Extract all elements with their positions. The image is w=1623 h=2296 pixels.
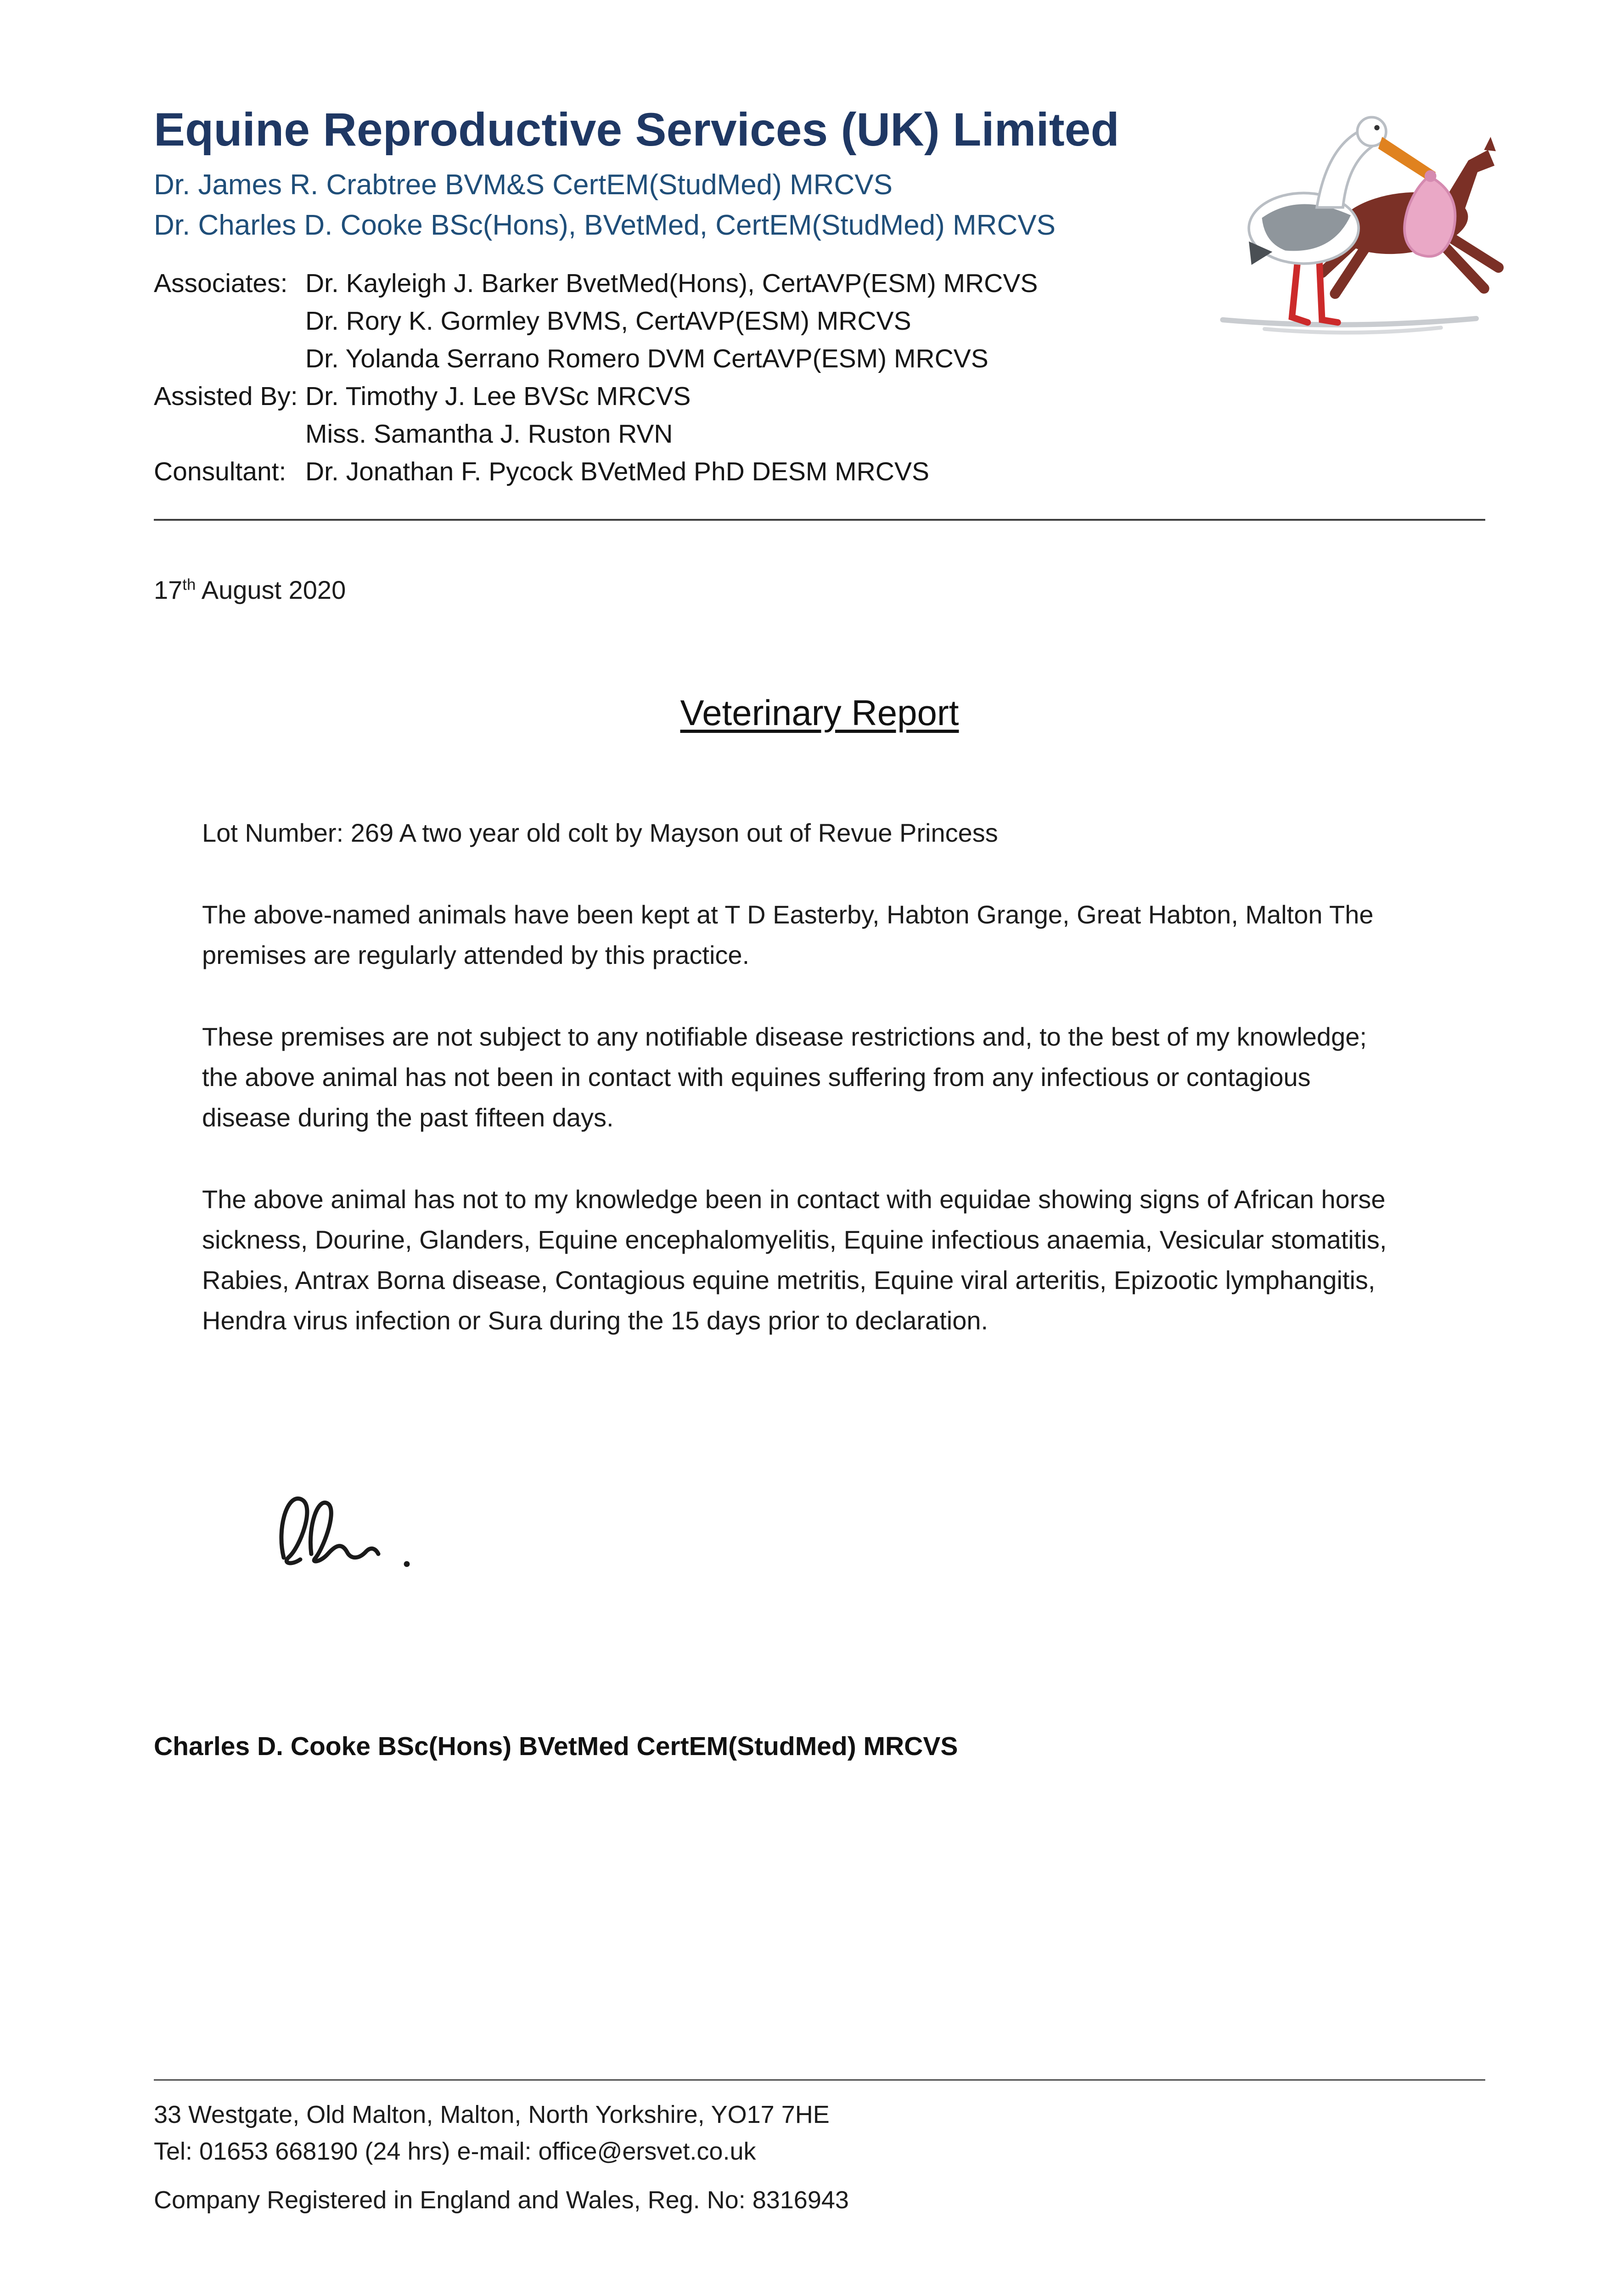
paragraph-premises: The above-named animals have been kept at T D Easterby, Habton Grange, Great Habton, Malton The premises are regularly attended by this practice. — [202, 900, 1374, 970]
staff-line: Dr. Kayleigh J. Barker BvetMed(Hons), CertAVP(ESM) MRCVS — [305, 269, 1038, 298]
company-name: Equine Reproductive Services (UK) Limited — [154, 103, 1119, 156]
staff-label: Consultant: — [154, 457, 286, 487]
signatory-name: Charles D. Cooke BSc(Hons) BVetMed CertEM(StudMed) MRCVS — [154, 1732, 958, 1761]
staff-row-consultant — [154, 453, 1485, 490]
principal-line-1: Dr. James R. Crabtree BVM&S CertEM(StudMed) MRCVS — [154, 169, 893, 201]
paragraph-lot-number: Lot Number: 269 A two year old colt by Mayson out of Revue Princess — [202, 818, 998, 848]
staff-line: Miss. Samantha J. Ruston RVN — [305, 419, 673, 449]
footer-divider — [154, 2079, 1485, 2081]
staff-line: Dr. Timothy J. Lee BVSc MRCVS — [305, 382, 691, 411]
staff-label: Associates: — [154, 269, 288, 298]
stork-and-horse-logo-icon — [1173, 69, 1513, 343]
signature-icon — [262, 1469, 477, 1584]
date-ordinal: th — [182, 576, 196, 594]
footer-address: 33 Westgate, Old Malton, Malton, North Yorkshire, YO17 7HE — [154, 2101, 830, 2128]
staff-line: Dr. Jonathan F. Pycock BVetMed PhD DESM MRCVS — [305, 457, 930, 487]
paragraph-disease-list: The above animal has not to my knowledge been in contact with equidae showing signs of African horse sickness, Dourine, Glanders, Equine encephalomyelitis, Equine infectious anaemia, Vesicular stomatitis, Rabies, Antrax Borna disease, Contagious equine metritis, Equine viral arteritis, Epizootic lymphangitis, Hendra virus infection or Sura during the 15 days prior to declaration. — [202, 1185, 1387, 1335]
staff-row-assisted-by — [154, 377, 1485, 453]
report-paragraphs — [154, 813, 1485, 1341]
letter-date: 17th August 2020 — [154, 575, 346, 605]
footer-registration: Company Registered in England and Wales, Reg. No: 8316943 — [154, 2186, 849, 2214]
footer-contact: Tel: 01653 668190 (24 hrs) e-mail: office@ersvet.co.uk — [154, 2138, 756, 2165]
principal-line-2: Dr. Charles D. Cooke BSc(Hons), BVetMed, CertEM(StudMed) MRCVS — [154, 209, 1056, 241]
report-title: Veterinary Report — [680, 692, 959, 733]
paragraph-disease-restrictions: These premises are not subject to any notifiable disease restrictions and, to the best of my knowledge; the above animal has not been in contact with equines suffering from any infectious or contagious disease during the past fifteen days. — [202, 1022, 1367, 1132]
footer — [154, 2079, 1485, 2218]
staff-line: Dr. Yolanda Serrano Romero DVM CertAVP(ESM) MRCVS — [305, 344, 988, 374]
letterhead — [0, 0, 1623, 490]
staff-line: Dr. Rory K. Gormley BVMS, CertAVP(ESM) MRCVS — [305, 306, 911, 336]
letter-body — [0, 575, 1623, 1761]
pink-bundle-icon — [1404, 176, 1455, 256]
staff-label: Assisted By: — [154, 382, 298, 411]
header-divider — [154, 519, 1485, 521]
